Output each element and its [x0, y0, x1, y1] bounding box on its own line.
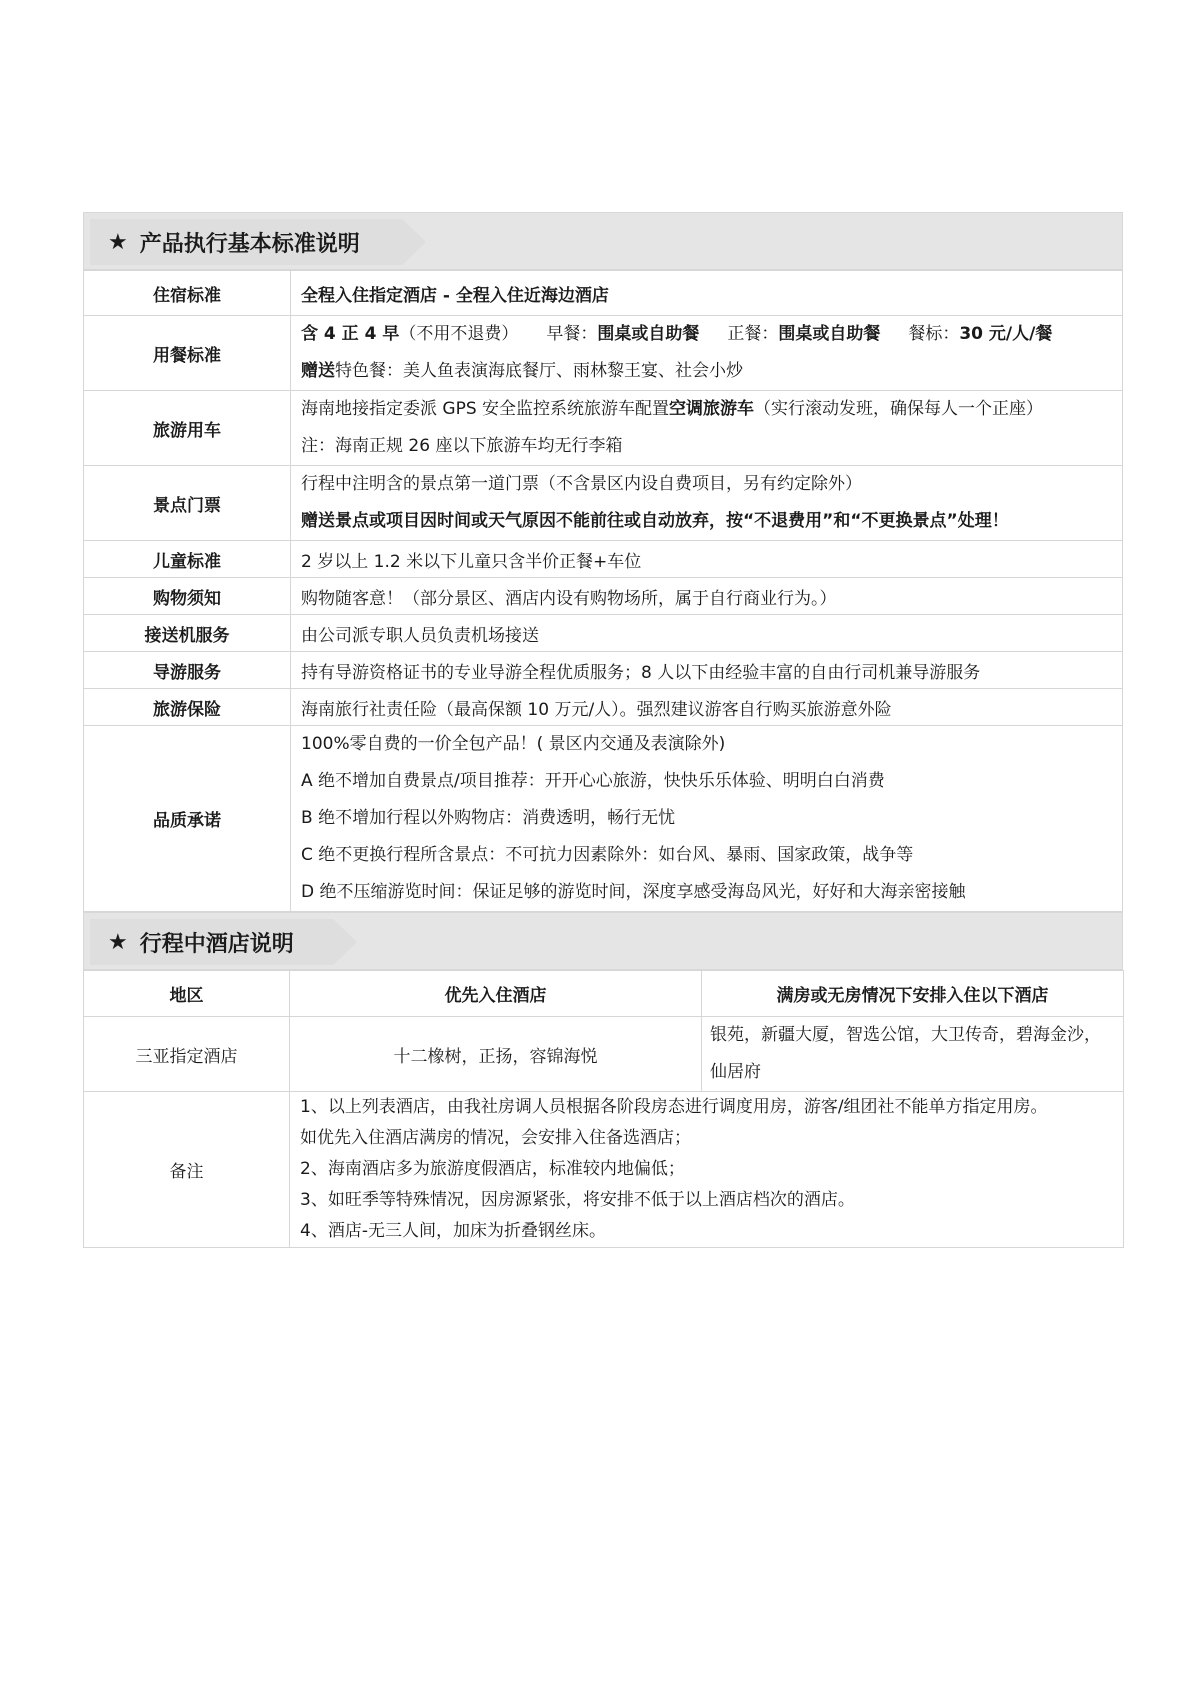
row-label: 用餐标准 — [84, 316, 291, 391]
quality-line: C 绝不更换行程所含景点：不可抗力因素除外：如台风、暴雨、国家政策，战争等 — [301, 845, 914, 865]
section-header-standards — [83, 212, 1123, 270]
backup-hotels-cell — [702, 1017, 1124, 1092]
row-value: 购物随客意！（部分景区、酒店内设有购物场所，属于自行商业行为。） — [291, 578, 1123, 615]
document — [83, 212, 1123, 1248]
meal-main-note: （不用不退费） — [399, 324, 519, 344]
row-value — [291, 316, 1123, 391]
row-label: 景点门票 — [84, 466, 291, 541]
table-row — [84, 652, 1123, 689]
quality-line: B 绝不增加行程以外购物店：消费透明，畅行无忧 — [301, 808, 676, 828]
row-value: 持有导游资格证书的专业导游全程优质服务；8 人以下由经验丰富的自由行司机兼导游服务 — [291, 652, 1123, 689]
table-row — [84, 466, 1123, 541]
tickets-line2: 赠送景点或项目因时间或天气原因不能前往或自动放弃，按“不退费用”和“不更换景点”处理！ — [301, 511, 1009, 531]
column-header: 优先入住酒店 — [290, 971, 702, 1017]
price-value: 30 元/人/餐 — [959, 324, 1053, 344]
star-icon: ★ — [108, 929, 128, 955]
section-banner — [90, 219, 402, 265]
row-label: 旅游保险 — [84, 689, 291, 726]
priority-hotels-cell: 十二橡树，正扬，容锦海悦 — [290, 1017, 702, 1092]
table-row — [84, 578, 1123, 615]
lunch-label: 正餐： — [727, 324, 779, 344]
hotel-table — [83, 970, 1124, 1248]
vehicle-note: （实行滚动发班，确保每人一个正座） — [754, 399, 1044, 419]
quality-line: D 绝不压缩游览时间：保证足够的游览时间，深度享感受海岛风光，好好和大海亲密接触 — [301, 882, 966, 902]
remark-line: 3、如旺季等特殊情况，因房源紧张，将安排不低于以上酒店档次的酒店。 — [300, 1190, 855, 1210]
row-value: 由公司派专职人员负责机场接送 — [291, 615, 1123, 652]
table-row — [84, 541, 1123, 578]
vehicle-type: 空调旅游车 — [669, 399, 755, 419]
quality-line: A 绝不增加自费景点/项目推荐：开开心心旅游，快快乐乐体验、明明白白消费 — [301, 771, 885, 791]
gift-text: 特色餐：美人鱼表演海底餐厅、雨林黎王宴、社会小炒 — [335, 361, 743, 381]
remark-line: 如优先入住酒店满房的情况，会安排入住备选酒店； — [300, 1128, 691, 1148]
table-row — [84, 391, 1123, 466]
quality-line: 100%零自费的一价全包产品！( 景区内交通及表演除外) — [301, 734, 726, 754]
standards-table — [83, 270, 1123, 912]
meal-main: 含 4 正 4 早 — [301, 324, 400, 344]
row-label: 接送机服务 — [84, 615, 291, 652]
price-label: 餐标： — [908, 324, 960, 344]
table-header-row — [84, 971, 1124, 1017]
remark-line: 2、海南酒店多为旅游度假酒店，标准较内地偏低； — [300, 1159, 685, 1179]
remark-line: 1、以上列表酒店，由我社房调人员根据各阶段房态进行调度用房，游客/组团社不能单方指定用房。 — [300, 1097, 1048, 1117]
backup-line: 仙居府 — [710, 1062, 761, 1082]
table-row — [84, 1017, 1124, 1092]
table-row — [84, 316, 1123, 391]
row-value — [291, 391, 1123, 466]
remark-content — [290, 1092, 1124, 1248]
star-icon: ★ — [108, 229, 128, 255]
table-row — [84, 615, 1123, 652]
section-title: 产品执行基本标准说明 — [139, 231, 360, 257]
area-cell: 三亚指定酒店 — [84, 1017, 290, 1092]
vehicle-text: 海南地接指定委派 GPS 安全监控系统旅游车配置 — [301, 399, 670, 419]
section-title: 行程中酒店说明 — [139, 931, 294, 957]
gift-label: 赠送 — [301, 361, 335, 381]
row-value: 全程入住指定酒店 - 全程入住近海边酒店 — [291, 271, 1123, 316]
table-row — [84, 689, 1123, 726]
column-header: 满房或无房情况下安排入住以下酒店 — [702, 971, 1124, 1017]
row-value — [291, 726, 1123, 912]
table-row — [84, 726, 1123, 912]
breakfast-value: 围桌或自助餐 — [597, 324, 700, 344]
row-label: 儿童标准 — [84, 541, 291, 578]
column-header: 地区 — [84, 971, 290, 1017]
row-label: 旅游用车 — [84, 391, 291, 466]
vehicle-line2: 注：海南正规 26 座以下旅游车均无行李箱 — [301, 436, 623, 456]
row-value: 2 岁以上 1.2 米以下儿童只含半价正餐+车位 — [291, 541, 1123, 578]
section-header-hotels — [83, 912, 1123, 970]
breakfast-label: 早餐： — [546, 324, 598, 344]
row-label: 导游服务 — [84, 652, 291, 689]
remark-label: 备注 — [84, 1092, 290, 1248]
backup-line: 银苑，新疆大厦，智选公馆，大卫传奇，碧海金沙， — [710, 1025, 1101, 1045]
remark-line: 4、酒店-无三人间，加床为折叠钢丝床。 — [300, 1221, 606, 1241]
row-value — [291, 466, 1123, 541]
table-row — [84, 271, 1123, 316]
table-row — [84, 1092, 1124, 1248]
row-value: 海南旅行社责任险（最高保额 10 万元/人）。强烈建议游客自行购买旅游意外险 — [291, 689, 1123, 726]
section-banner — [90, 919, 333, 965]
lunch-value: 围桌或自助餐 — [778, 324, 881, 344]
row-label: 品质承诺 — [84, 726, 291, 912]
tickets-line1: 行程中注明含的景点第一道门票（不含景区内设自费项目，另有约定除外） — [301, 474, 862, 494]
row-label: 购物须知 — [84, 578, 291, 615]
row-label: 住宿标准 — [84, 271, 291, 316]
